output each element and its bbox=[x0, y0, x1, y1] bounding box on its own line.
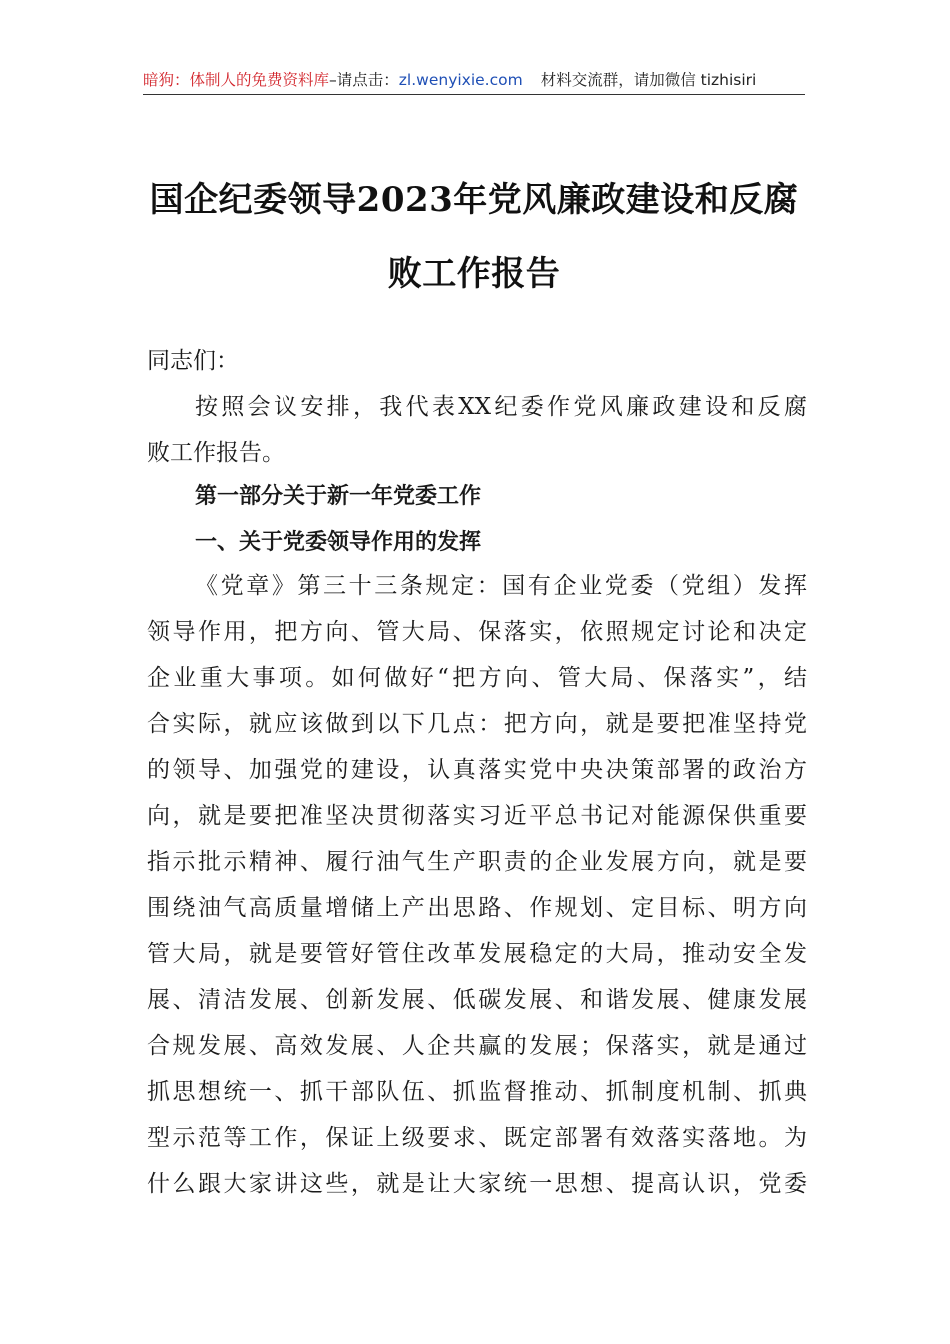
header-source-text: 暗狗：体制人的免费资料库 bbox=[143, 71, 330, 89]
paragraph-line: 型示范等工作，保证上级要求、既定部署有效落实落地。为 bbox=[147, 1125, 807, 1151]
intro-line: 按照会议安排，我代表XX纪委作党风廉政建设和反腐 bbox=[195, 394, 807, 420]
header-click-prompt: –请点击： bbox=[329, 71, 399, 89]
paragraph-line: 向，就是要把准坚决贯彻落实习近平总书记对能源保供重要 bbox=[147, 803, 807, 829]
paragraph-line: 合规发展、高效发展、人企共赢的发展；保落实，就是通过 bbox=[147, 1033, 807, 1059]
header-link[interactable]: zl.wenyixie.com bbox=[398, 71, 523, 89]
paragraph-line: 《党章》第三十三条规定：国有企业党委（党组）发挥 bbox=[195, 573, 807, 599]
paragraph-line: 企业重大事项。如何做好“把方向、管大局、保落实”，结 bbox=[147, 665, 807, 691]
salutation: 同志们： bbox=[147, 348, 239, 374]
paragraph-line: 抓思想统一、抓干部队伍、抓监督推动、抓制度机制、抓典 bbox=[147, 1079, 807, 1105]
paragraph-line: 什么跟大家讲这些，就是让大家统一思想、提高认识，党委 bbox=[147, 1171, 807, 1197]
page-header bbox=[143, 66, 805, 95]
subsection-heading: 一、关于党委领导作用的发挥 bbox=[195, 530, 482, 555]
intro-line: 败工作报告。 bbox=[147, 440, 285, 466]
document-title-line-2: 败工作报告 bbox=[387, 254, 561, 294]
paragraph-line: 展、清洁发展、创新发展、低碳发展、和谐发展、健康发展 bbox=[147, 987, 807, 1013]
paragraph-line: 的领导、加强党的建设，认真落实党中央决策部署的政治方 bbox=[147, 757, 807, 783]
paragraph-line: 围绕油气高质量增储上产出思路、作规划、定目标、明方向 bbox=[147, 895, 807, 921]
paragraph-line: 管大局，就是要管好管住改革发展稳定的大局，推动安全发 bbox=[147, 941, 807, 967]
document-title-line-1: 国企纪委领导2023年党风廉政建设和反腐 bbox=[149, 180, 799, 220]
header-contact-text: 材料交流群，请加微信 tizhisiri bbox=[540, 71, 757, 89]
paragraph-line: 指示批示精神、履行油气生产职责的企业发展方向，就是要 bbox=[147, 849, 807, 875]
paragraph-line: 合实际，就应该做到以下几点：把方向，就是要把准坚持党 bbox=[147, 711, 807, 737]
section-heading: 第一部分关于新一年党委工作 bbox=[195, 484, 482, 509]
paragraph-line: 领导作用，把方向、管大局、保落实，依照规定讨论和决定 bbox=[147, 619, 807, 645]
